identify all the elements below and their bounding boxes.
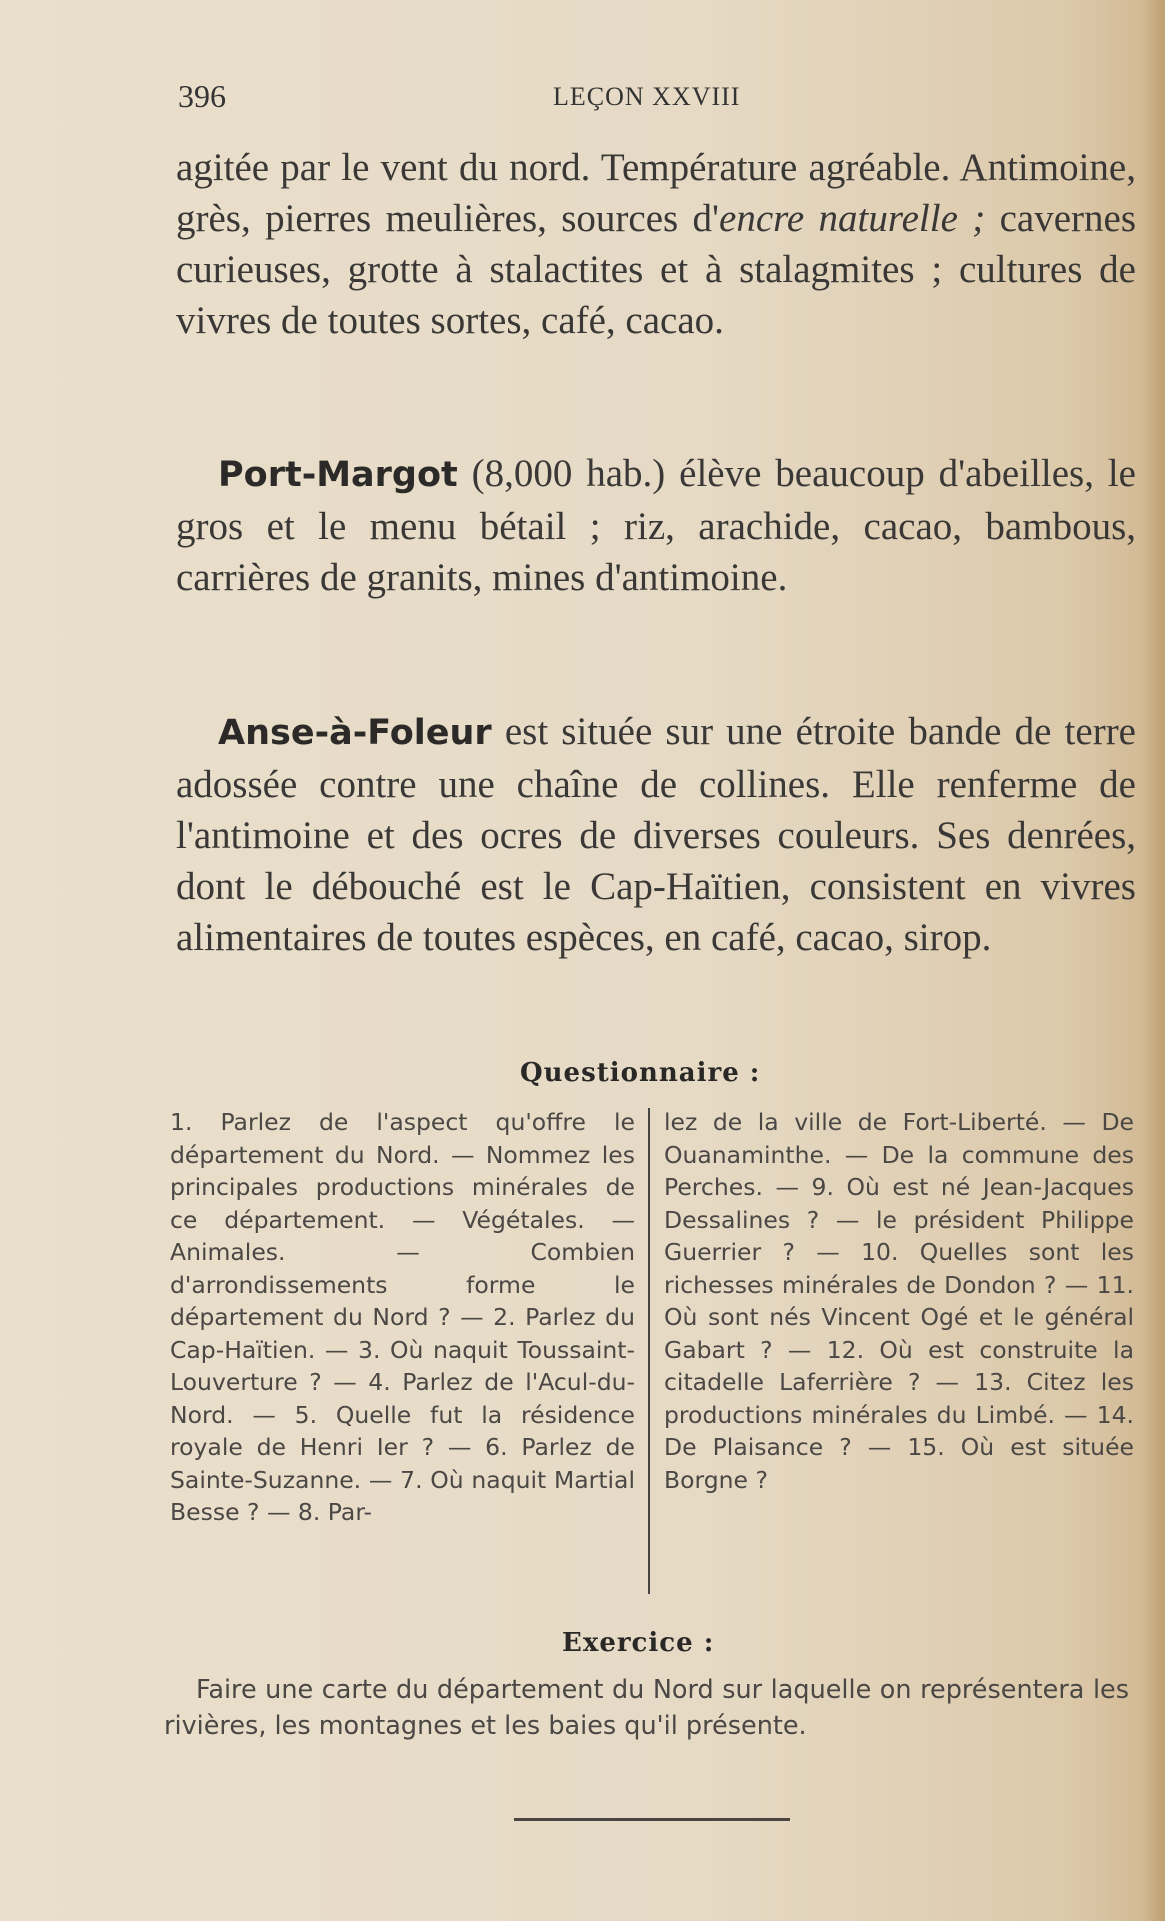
- closing-rule: [514, 1818, 790, 1821]
- questionnaire-title: Questionnaire :: [520, 1058, 761, 1088]
- port-margot-text: (8,000 hab.) élève beaucoup d'abeilles, le gros et le menu bétail ; riz, arachide, cacao, bambous, carrières de granits, mines d'antimoine.: [176, 452, 1136, 599]
- page-edge-shadow: [1143, 0, 1165, 1921]
- page-header: [178, 78, 778, 118]
- p1-line2: Antimoine, grès, pierres meulières, sources d': [176, 146, 1136, 240]
- p1-line1: agitée par le vent du nord. Température agréable.: [176, 146, 951, 189]
- questionnaire-left-column: 1. Parlez de l'aspect qu'offre le département du Nord. — Nommez les principales productions minérales de ce département. — Végétales. — Animales. — Combien d'arrondissements forme le département du Nord ? — 2. Parlez du Cap-Haïtien. — 3. Où naquit Toussaint-Louverture ? — 4. Parlez de l'Acul-du-Nord. — 5. Quelle fut la résidence royale de Henri Ier ? — 6. Parlez de Sainte-Suzanne. — 7. Où naquit Martial Besse ? — 8. Par-: [170, 1108, 635, 1526]
- paragraph-anse-a-foleur: [176, 706, 1136, 963]
- p1-italic: encre naturelle ;: [719, 197, 986, 240]
- column-divider: [648, 1108, 650, 1594]
- anse-a-foleur-text: est située sur une étroite bande de terre adossée contre une chaîne de collines. Elle renferme de l'antimoine et des ocres de diverses couleurs. Ses denrées, dont le débouché est le Cap-Haïtien, consistent en vivres alimentaires de toutes espèces, en café, cacao, sirop.: [176, 710, 1136, 959]
- exercise-text: Faire une carte du département du Nord sur laquelle on représentera les rivières, les montagnes et les baies qu'il présente.: [164, 1675, 1129, 1741]
- port-margot-heading: Port-Margot: [218, 455, 458, 495]
- anse-a-foleur-heading: Anse-à-Foleur: [218, 713, 492, 753]
- questionnaire-right-column: lez de la ville de Fort-Liberté. — De Ouanaminthe. — De la commune des Perches. — 9. Où est né Jean-Jacques Dessalines ? — le président Philippe Guerrier ? — 10. Quelles sont les richesses minérales de Dondon ? — 11. Où sont nés Vincent Ogé et le général Gabart ? — 12. Où est construite la citadelle Laferrière ? — 13. Citez les productions minérales du Limbé. — 14. De Plaisance ? — 15. Où est située Borgne ?: [664, 1108, 1134, 1494]
- paragraph-climate: [176, 142, 1136, 346]
- running-title: LEÇON XXVIII: [553, 82, 741, 111]
- page-number: 396: [178, 78, 226, 114]
- exercise-title: Exercice :: [562, 1628, 715, 1658]
- paragraph-port-margot: [176, 448, 1136, 603]
- p1-line3: cavernes curieuses, grotte à stalactites et à stalagmites ; cultures de vivres de toutes sortes, café, cacao.: [176, 197, 1136, 342]
